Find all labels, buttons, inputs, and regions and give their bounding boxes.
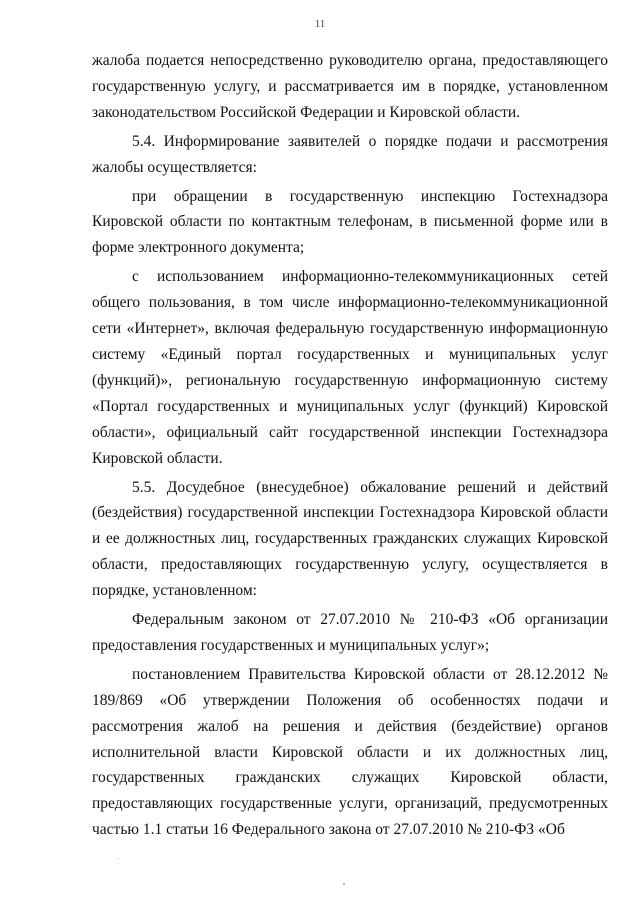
scan-speck — [118, 858, 119, 859]
paragraph-complaint-submission: жалоба подается непосредственно руководителю органа, предоставляющего государственную услугу, и рассматривается им в порядке, установленном законодательством Российской Федерации и Кировской области. — [92, 52, 608, 121]
paragraph-government-resolution: постановлением Правительства Кировской области от 28.12.2012 № 189/869 «Об утверждении Положения об особенностях подачи и рассмотрения жалоб на решения и действия (бездействие) органов исполнительной власти Кировской области и их должностных лиц, государственных гражданских служащих Кировской области, предоставляющих государственные услуги, организаций, предусмотренных частью 1.1 статьи 16 Федерального закона от 27.07.2010 № 210-ФЗ «Об — [92, 665, 608, 839]
paragraph-contact-methods: при обращении в государственную инспекцию Гостехнадзора Кировской области по контактным телефонам, в письменной форме или в форме электронного документа; — [92, 187, 608, 257]
scan-speck — [343, 883, 345, 885]
paragraph-internet-channels: с использованием информационно-телекоммуникационных сетей общего пользования, в том числе информационно-телекоммуникационной сети «Интернет», включая федеральную государственную информационную систему «Единый портал государственных и муниципальных услуг (функций)», региональную государственную информационную систему «Портал государственных и муниципальных услуг (функций) Кировской области», официальный сайт государственной инспекции Гостехнадзора Кировской области. — [92, 268, 608, 467]
document-body — [92, 48, 608, 843]
paragraph-5-5: 5.5. Досудебное (внесудебное) обжалование решений и действий (бездействия) государственной инспекции Гостехнадзора Кировской области и ее должностных лиц, государственных гражданских служащих Кировской области, предоставляющих государственную услугу, осуществляется в порядке, установленном: — [92, 478, 608, 600]
paragraph-federal-law: Федеральным законом от 27.07.2010 № 210-ФЗ «Об организации предоставления государственных и муниципальных услуг»; — [92, 611, 608, 654]
paragraph-5-4: 5.4. Информирование заявителей о порядке подачи и рассмотрения жалобы осуществляется: — [92, 132, 608, 176]
page-number: 11 — [314, 18, 326, 30]
